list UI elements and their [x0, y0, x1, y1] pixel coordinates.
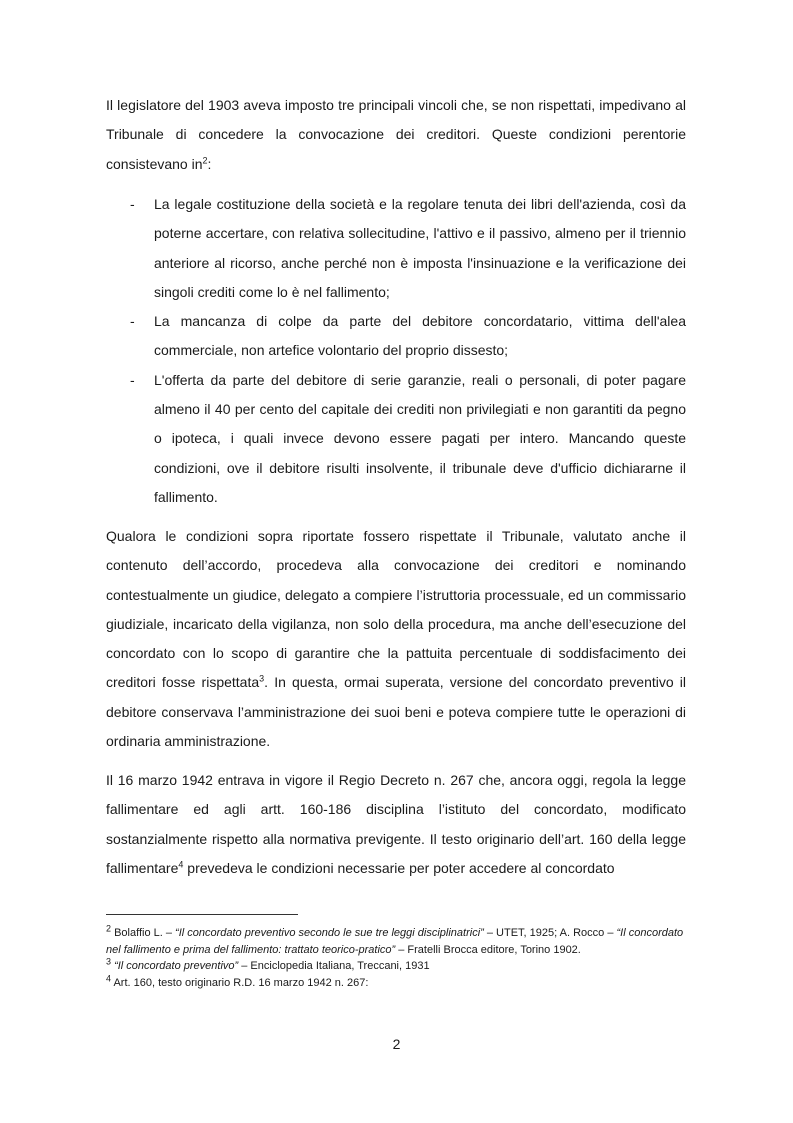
footnote-title: “Il concordato preventivo”: [111, 960, 239, 973]
footnote-ref-3[interactable]: 3: [259, 673, 265, 684]
footnote-ref-4[interactable]: 4: [178, 859, 184, 870]
footnote-text: – UTET, 1925; A. Rocco –: [483, 927, 617, 939]
paragraph-intro: [106, 91, 686, 179]
footnote-text: Art. 160, testo originario R.D. 16 marzo 1942 n. 267:: [111, 976, 369, 989]
footnote-title: “Il concordato nel fallimento e prima del fallimento: trattato teorico-pratico”: [106, 927, 684, 956]
list-item-text: L'offerta da parte del debitore di serie garanzie, reali o personali, di poter pagare almeno il 40 per cento del capitale dei crediti non privilegiati e non garantiti da pegno o ipoteca, i quali invece devono essere pagati per intero. Mancando queste condizioni, ove il debitore risulti insolvente, il tribunale deve d'ufficio dichiararne il fallimento.: [154, 371, 686, 505]
conditions-list: [130, 190, 686, 512]
paragraph-tribunale-tail: . In questa, ormai superata, versione del concordato preventivo il debitore conservava l’amministrazione dei suoi beni e poteva compiere tutte le operazioni di ordinaria amministrazione.: [106, 674, 687, 750]
paragraph-tribunale-text: Qualora le condizioni sopra riportate fossero rispettate il Tribunale, valutato anche il contenuto dell’accordo, procedeva alla convocazione dei creditori e nominando contestualmente un giudice, delegato a compiere l’istruttoria processuale, ed un commissario giudiziale, incaricato della vigilanza, non solo della procedura, ma anche dell’esecuzione del concordato con lo scopo di garantire che la pattuita percentuale di soddisfacimento dei creditori fosse rispettata: [106, 528, 686, 691]
list-item-text: La legale costituzione della società e la regolare tenuta dei libri dell'azienda, così da poterne accertare, con relativa sollecitudine, l'attivo e il passivo, almeno per il triennio anteriore al ricorso, anche perché non è imposta l'insinuazione e la verificazione dei singoli crediti come lo è nel fallimento;: [154, 196, 686, 300]
paragraph-regio-decreto-text: Il 16 marzo 1942 entrava in vigore il Regio Decreto n. 267 che, ancora oggi, regola la legge fallimentare ed agli artt. 160-186 disciplina l’istituto del concordato, modificato sostanzialmente rispetto alla normativa previgente. Il testo originario dell’art. 160 della legge fallimentare: [106, 772, 686, 876]
list-item-text: La mancanza di colpe da parte del debitore concordatario, vittima dell'alea commerciale, non artefice volontario del proprio dissesto;: [154, 313, 686, 359]
footnote-number: 4: [106, 973, 112, 984]
footnote-title: “Il concordato preventivo secondo le sue tre leggi disciplinatrici”: [175, 927, 484, 939]
footnote-text: Bolaffio L. –: [111, 927, 176, 939]
footnote-ref-2[interactable]: 2: [202, 154, 208, 165]
footnote-text: – Fratelli Brocca editore, Torino 1902.: [395, 943, 581, 956]
page-number: 2: [392, 1036, 401, 1052]
footnote-3: [106, 958, 686, 975]
footnote-2: [106, 925, 686, 958]
list-item: [130, 307, 686, 366]
footnote-4: [106, 975, 686, 992]
footnote-separator: [106, 914, 298, 915]
paragraph-regio-decreto-tail: prevedeva le condizioni necessarie per poter accedere al concordato: [183, 859, 615, 876]
list-dash-marker: -: [130, 313, 135, 330]
paragraph-intro-text: Il legislatore del 1903 aveva imposto tre principali vincoli che, se non rispettati, impedivano al Tribunale di concedere la convocazione dei creditori. Queste condizioni perentorie consistevano in: [106, 97, 686, 172]
footnotes: [106, 925, 686, 991]
list-dash-marker: -: [130, 371, 135, 388]
list-item: [130, 190, 686, 307]
footnote-text: – Enciclopedia Italiana, Treccani, 1931: [238, 960, 430, 973]
paragraph-intro-tail: :: [207, 155, 212, 172]
paragraph-tribunale: [106, 522, 686, 756]
paragraph-regio-decreto: [106, 766, 686, 883]
list-dash-marker: -: [130, 196, 135, 212]
list-item: [130, 366, 686, 512]
footnote-number: 2: [106, 923, 112, 934]
footnote-number: 3: [106, 956, 112, 967]
